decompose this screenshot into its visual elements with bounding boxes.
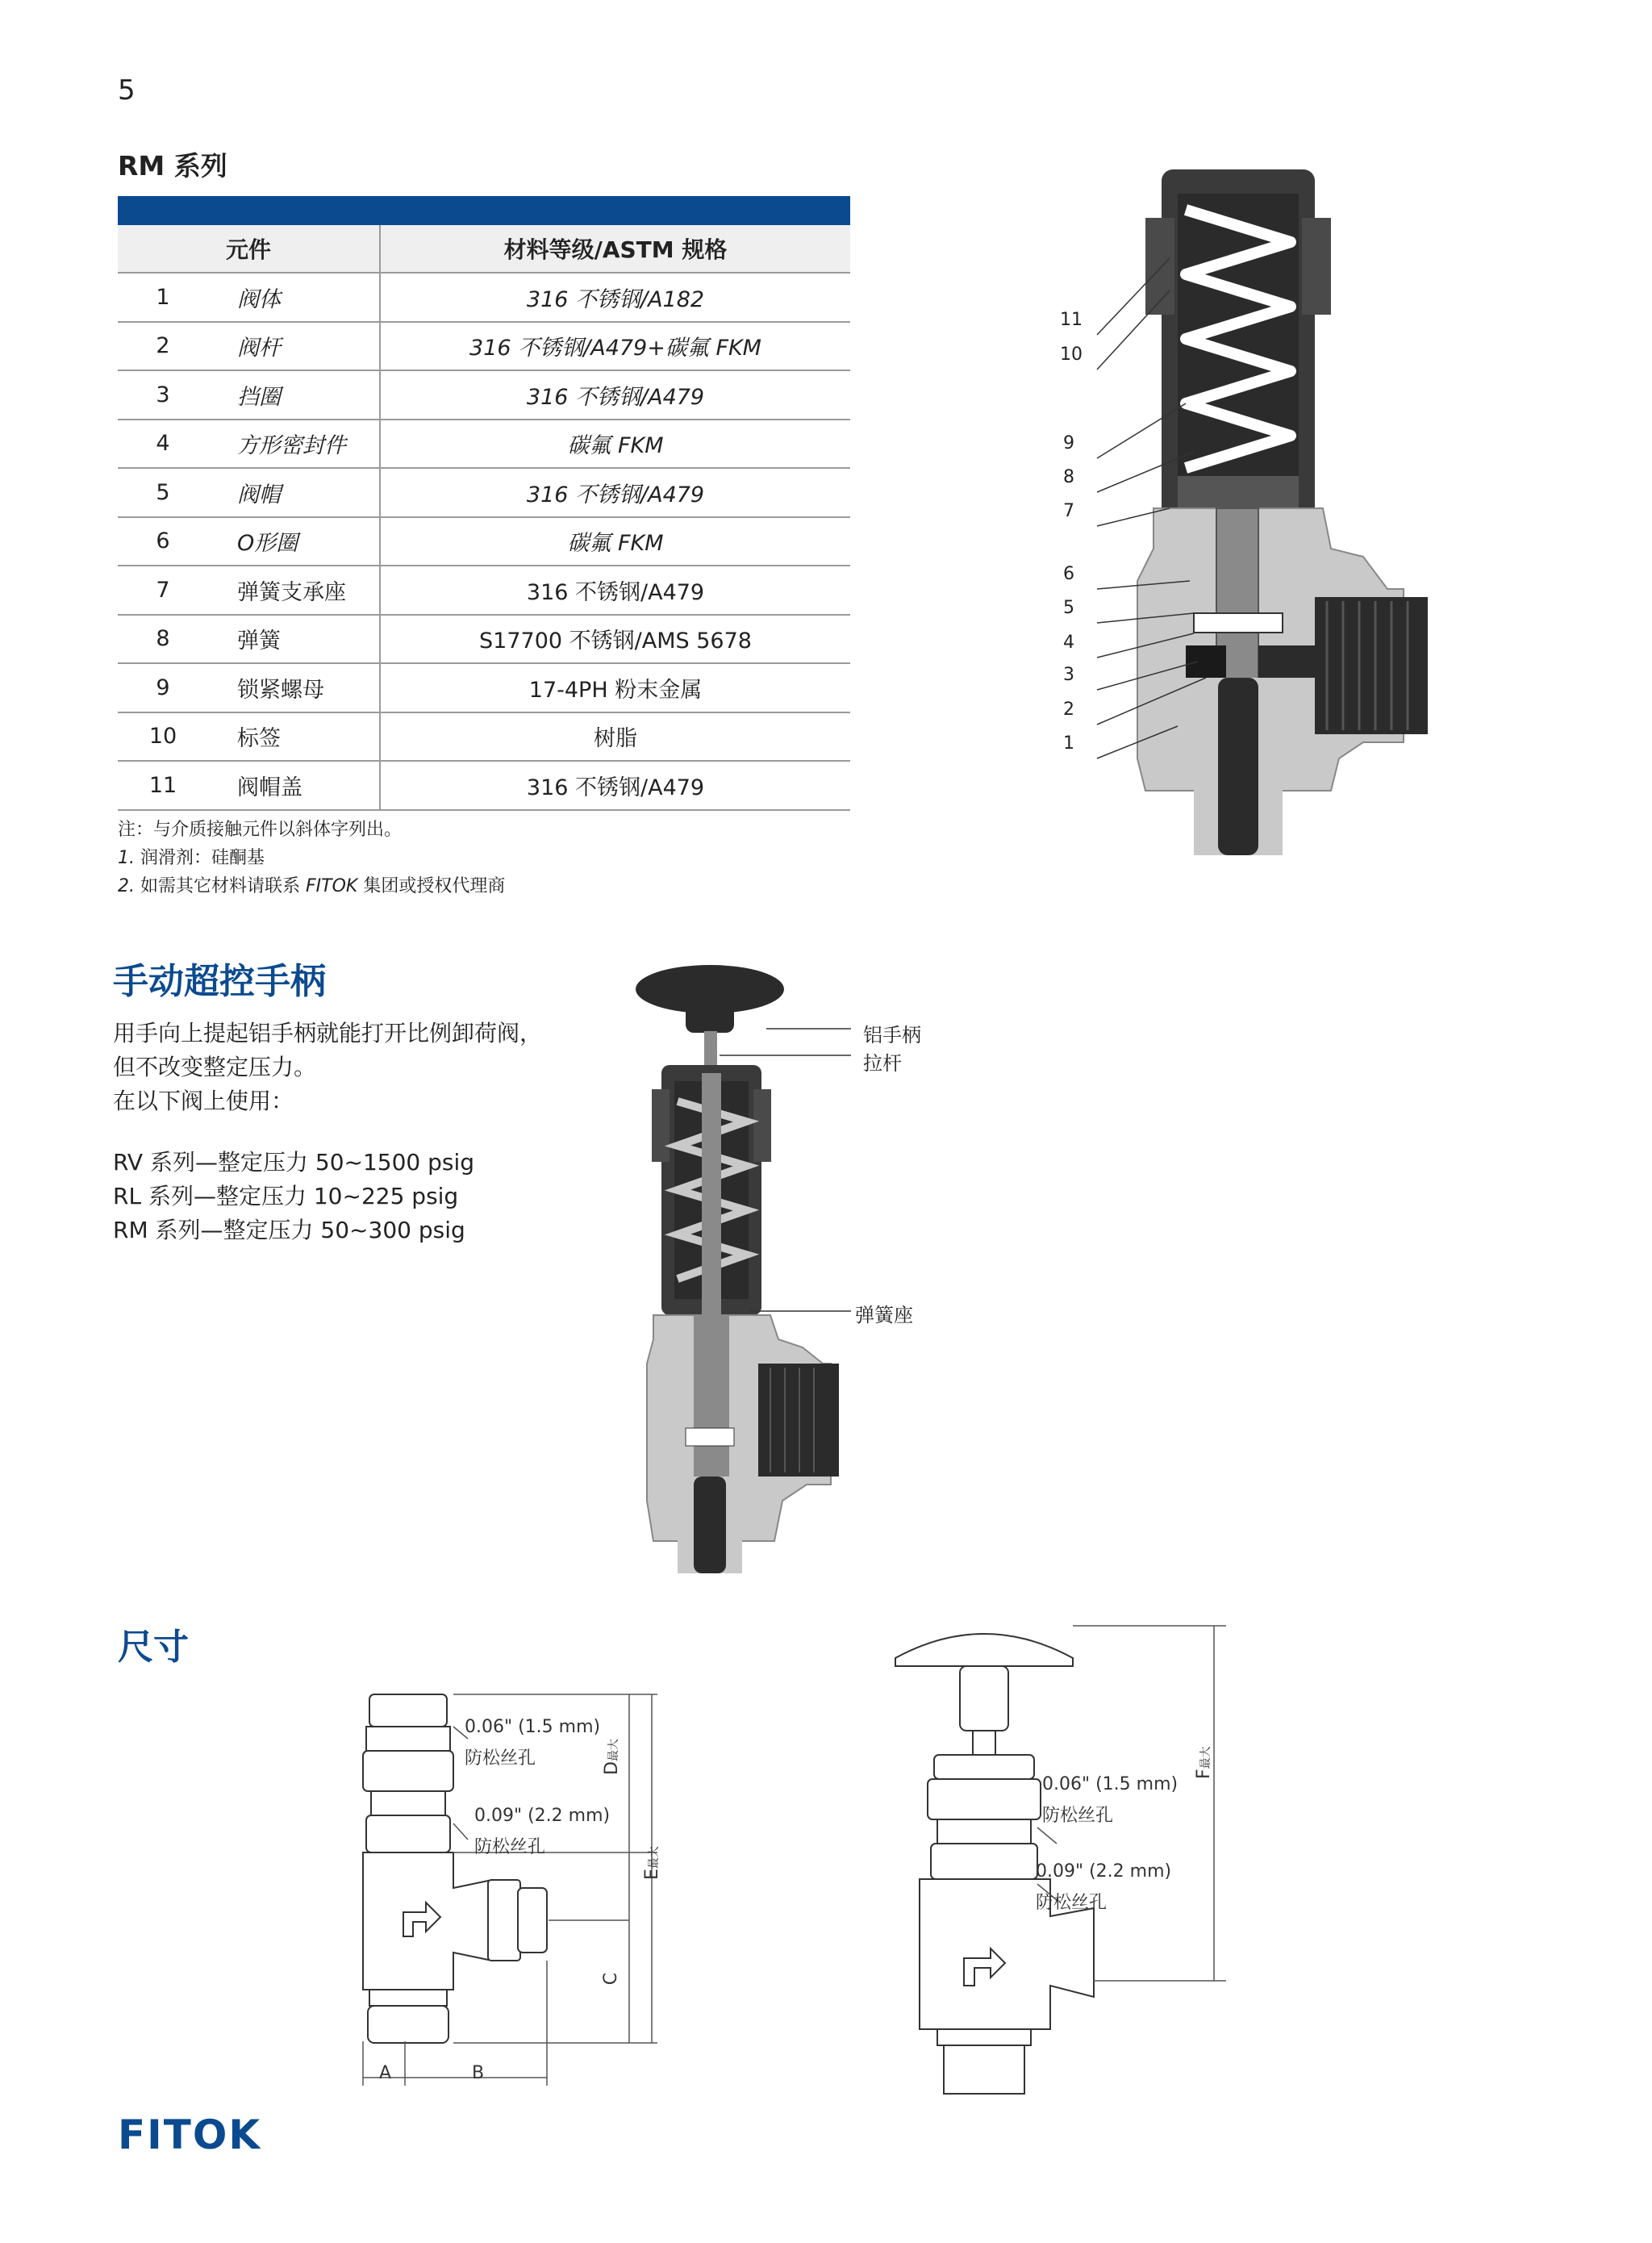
cell-component: 阀帽盖	[208, 762, 381, 809]
table-body	[118, 274, 850, 811]
inlet-port-shape	[1218, 678, 1258, 855]
fitok-logo: FITOK	[118, 2111, 262, 2158]
cutaway-label-5: 5	[1063, 598, 1074, 618]
left-hole2-label: 防松丝孔	[474, 1837, 546, 1857]
page-number: 5	[118, 74, 136, 107]
column-header-component: 元件	[118, 225, 381, 272]
cell-component: 阀杆	[208, 323, 381, 370]
outlet-thread-shape	[1315, 597, 1428, 734]
left-hole2-size: 0.09" (2.2 mm)	[474, 1806, 611, 1826]
cell-material: 316 不锈钢/A479	[526, 775, 705, 800]
table-row	[118, 566, 850, 616]
cell-material: 树脂	[594, 726, 637, 752]
cell-number: 3	[156, 382, 170, 407]
table-row	[118, 469, 850, 518]
dimension-drawing-manual-override	[887, 1618, 1226, 2102]
right-hole2-label: 防松丝孔	[1036, 1893, 1108, 1913]
table-row	[118, 762, 850, 811]
cell-component: 方形密封件	[208, 420, 381, 468]
cell-component: 挡圈	[208, 371, 381, 419]
note-2-pre: 如需其它材料请联系	[140, 876, 301, 896]
dim-label-b: B	[472, 2063, 485, 2083]
note-1-text: 润滑剂：硅酮基	[140, 848, 265, 868]
cell-component: O形圈	[208, 518, 381, 566]
dimension-drawing-standard	[347, 1678, 686, 2098]
cell-number: 11	[148, 772, 177, 798]
cutaway-label-2: 2	[1063, 700, 1074, 720]
dimensions-title: 尺寸	[118, 1627, 189, 1668]
cutaway-label-6: 6	[1063, 564, 1074, 584]
cell-material: 316 不锈钢/A479+碳氟 FKM	[469, 336, 761, 361]
cell-number: 2	[156, 333, 170, 359]
description-line-2: 但不改变整定压力。	[113, 1054, 317, 1080]
callout-spring-seat: 弹簧座	[855, 1304, 913, 1326]
cell-material: 17-4PH 粉末金属	[528, 677, 703, 703]
cell-number: 1	[156, 284, 170, 310]
cutaway-label-7: 7	[1063, 501, 1074, 521]
left-hole1-size: 0.06" (1.5 mm)	[465, 1717, 601, 1737]
left-hole1-label: 防松丝孔	[465, 1748, 536, 1769]
note-1-number: 1.	[118, 848, 135, 868]
cutaway-label-8: 8	[1063, 467, 1074, 487]
manual-override-description	[113, 1017, 542, 1118]
cell-material: 碳氟 FKM	[567, 531, 664, 557]
cell-number: 6	[156, 528, 170, 554]
note-2	[118, 872, 505, 900]
dim-label-c: C	[601, 1972, 622, 1986]
cell-component: 锁紧螺母	[208, 664, 381, 712]
cutaway-label-4: 4	[1063, 633, 1074, 653]
series-list	[113, 1146, 474, 1247]
callout-pull-rod: 拉杆	[863, 1052, 902, 1075]
table-row	[118, 616, 850, 665]
table-row	[118, 518, 850, 567]
table-row	[118, 713, 850, 762]
note-wetted: 注：与介质接触元件以斜体字列出。	[118, 820, 403, 840]
note-2-number: 2.	[118, 876, 135, 896]
table-row	[118, 420, 850, 470]
column-header-material: 材料等级/ASTM 规格	[503, 236, 728, 263]
cell-number: 10	[148, 724, 177, 750]
description-line-3: 在以下阀上使用：	[113, 1088, 294, 1114]
cutaway-label-1: 1	[1063, 733, 1074, 754]
table-header-row	[118, 225, 850, 274]
cell-material: 碳氟 FKM	[567, 433, 664, 459]
section-title: RM 系列	[118, 150, 227, 182]
table-notes	[118, 816, 505, 900]
dim-label-d: D最大	[602, 1739, 622, 1775]
right-hole1-label: 防松丝孔	[1042, 1806, 1114, 1826]
description-line-1: 用手向上提起铝手柄就能打开比例卸荷阀，	[113, 1020, 543, 1046]
dim-label-e: E最大	[642, 1846, 662, 1880]
cell-number: 8	[156, 626, 170, 652]
cell-number: 5	[156, 479, 170, 505]
cell-component: 弹簧支承座	[208, 566, 381, 614]
handle-cutaway-diagram	[629, 960, 855, 1573]
cutaway-label-10: 10	[1060, 345, 1083, 365]
cell-component: 阀体	[208, 274, 381, 321]
table-row	[118, 664, 850, 713]
materials-table	[118, 196, 850, 811]
callout-aluminum-handle: 铝手柄	[863, 1024, 921, 1046]
cutaway-label-3: 3	[1063, 665, 1074, 685]
right-hole2-size: 0.09" (2.2 mm)	[1036, 1861, 1172, 1882]
table-row	[118, 274, 850, 323]
series-item-rv: RV 系列—整定压力 50~1500 psig	[113, 1149, 475, 1176]
cell-number: 9	[156, 675, 170, 700]
note-1	[118, 844, 505, 872]
dim-label-a: A	[379, 2063, 392, 2083]
note-2-brand: FITOK	[306, 876, 358, 896]
cell-component: 阀帽	[208, 469, 381, 516]
table-header-bar	[118, 196, 850, 225]
manual-override-title: 手动超控手柄	[113, 961, 326, 1002]
table-row	[118, 323, 850, 372]
cutaway-label-9: 9	[1063, 433, 1074, 453]
cell-number: 7	[156, 577, 170, 603]
cell-component: 标签	[208, 713, 381, 761]
table-row	[118, 371, 850, 420]
cutaway-label-11: 11	[1060, 310, 1083, 330]
note-2-post: 集团或授权代理商	[363, 876, 506, 896]
valve-cutaway-diagram	[1049, 161, 1436, 855]
series-item-rm: RM 系列—整定压力 50~300 psig	[113, 1217, 465, 1243]
dim-label-f: F最大	[1194, 1746, 1214, 1779]
cell-material: 316 不锈钢/A479	[526, 579, 705, 605]
cell-material: 316 不锈钢/A479	[526, 482, 705, 507]
cell-material: 316 不锈钢/A182	[526, 286, 705, 312]
cell-material: S17700 不锈钢/AMS 5678	[479, 629, 752, 654]
cell-material: 316 不锈钢/A479	[526, 384, 705, 410]
series-item-rl: RL 系列—整定压力 10~225 psig	[113, 1183, 459, 1209]
cell-component: 弹簧	[208, 616, 381, 663]
right-hole1-size: 0.06" (1.5 mm)	[1042, 1774, 1179, 1794]
cell-number: 4	[156, 431, 170, 457]
